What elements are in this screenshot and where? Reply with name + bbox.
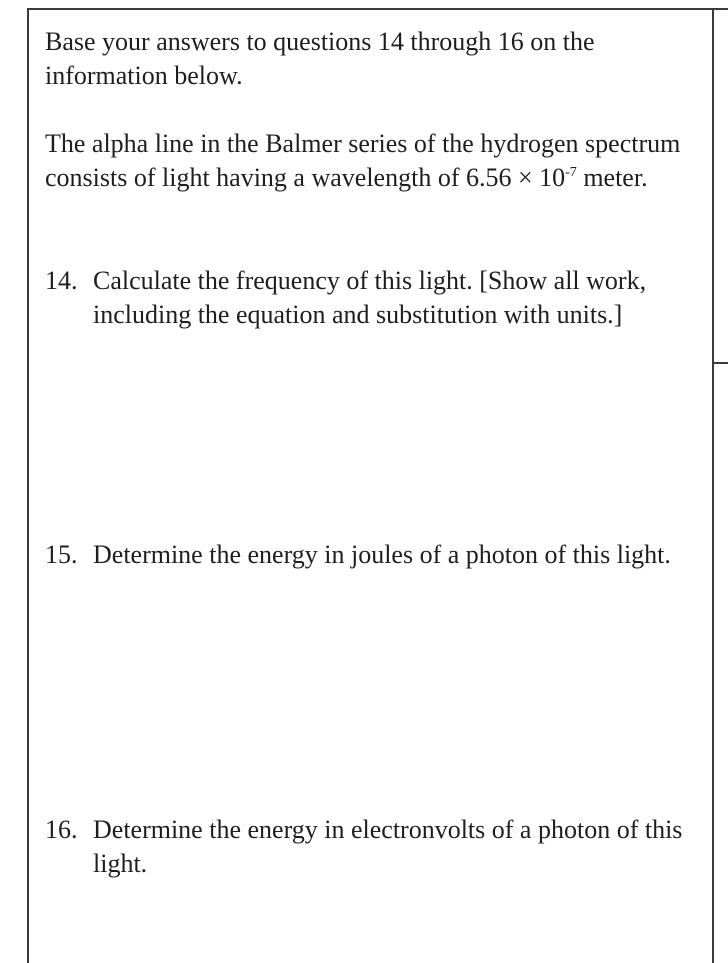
info-passage — [45, 127, 710, 195]
frame-right-border — [712, 8, 714, 963]
frame-top-border — [27, 8, 728, 10]
frame-left-border — [27, 8, 29, 963]
passage-exponent: -7 — [565, 165, 577, 180]
question-text: Determine the energy in joules of a photon of this light. — [93, 540, 671, 569]
answer-box-divider — [712, 362, 728, 364]
question-number: 15. — [45, 540, 78, 569]
question-number: 14. — [45, 266, 78, 295]
question-text: Determine the energy in electronvolts of a photon of this light. — [93, 815, 683, 878]
question-number: 16. — [45, 815, 78, 844]
passage-text: The alpha line in the Balmer series of the hydrogen spectrum consists of light having a wavelength of 6.56 × 10 — [45, 129, 681, 192]
instructions: Base your answers to questions 14 through 16 on the information below. — [45, 27, 595, 90]
question-14 — [45, 264, 710, 332]
question-15 — [45, 538, 685, 572]
passage-text-end: meter. — [576, 163, 648, 192]
question-16 — [45, 813, 710, 881]
question-text: Calculate the frequency of this light. [Show all work, including the equation and substitution with units.] — [93, 266, 647, 329]
